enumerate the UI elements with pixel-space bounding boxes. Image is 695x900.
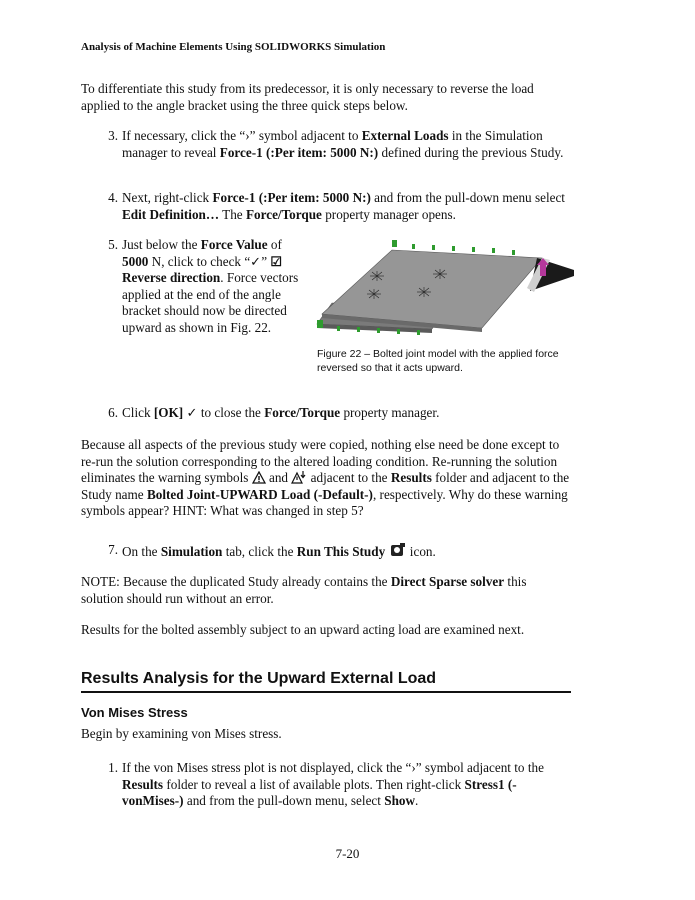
paragraph-results: Results for the bolted assembly subject to an upward acting load are examined next. xyxy=(81,622,525,637)
paragraph-vonmises: Begin by examining von Mises stress. xyxy=(81,726,282,741)
note-paragraph: NOTE: Because the duplicated Study already contains the Direct Sparse solver this solution should run without an error. xyxy=(81,574,527,606)
figure-caption: Figure 22 – Bolted joint model with the applied force reversed so that it acts upward. xyxy=(317,348,559,374)
bolted-joint-figure xyxy=(312,236,574,344)
page-number: 7-20 xyxy=(335,846,360,861)
paragraph-rerun: Because all aspects of the previous study were copied, nothing else need be done except to re-run the solution corresponding to the altered loading condition. Re-running the solution eliminates the warning symbols and adjacent to the Results folder and adjacent to the Study name Bolted Joint-UPWARD Load (-Default-), respectively. Why do these warning symbols appear? HINT: What was changed in step 5? xyxy=(81,437,570,518)
intro-paragraph: To differentiate this study from its predecessor, it is only necessary to reverse the load applied to the angle bracket using the three quick steps below. xyxy=(81,81,534,113)
warning-icon xyxy=(252,471,266,484)
step-1: 1. If the von Mises stress plot is not displayed, click the “›” symbol adjacent to the Results folder to reveal a list of available plots. Then right-click Stress1 (-vonMises-) and from the pull-down menu, select Show. xyxy=(108,760,544,808)
warning-rebuild-icon xyxy=(291,470,307,484)
step-4: 4. Next, right-click Force-1 (:Per item: 5000 N:) and from the pull-down menu select Edit Definition… The Force/Torque property manager opens. xyxy=(108,190,565,222)
step-7: 7. On the Simulation tab, click the Run This Study icon. xyxy=(108,542,436,559)
step-6: 6. Click [OK] ✓ to close the Force/Torque property manager. xyxy=(108,405,440,420)
run-study-icon xyxy=(389,542,407,558)
subsection-heading: Von Mises Stress xyxy=(81,705,188,720)
step-3: 3. If necessary, click the “›” symbol adjacent to External Loads in the Simulation manager to reveal Force-1 (:Per item: 5000 N:) defined during the previous Study. xyxy=(108,128,564,160)
step-5: 5. Just below the Force Value of 5000 N, click to check “✓” ☑ Reverse direction. Force vectors applied at the end of the angle bracket should now be directed upward as shown in Fig. 22. xyxy=(108,237,299,335)
running-header: Analysis of Machine Elements Using SOLIDWORKS Simulation xyxy=(81,41,386,53)
upper-plate xyxy=(322,250,542,328)
section-heading: Results Analysis for the Upward External Load xyxy=(81,670,571,693)
